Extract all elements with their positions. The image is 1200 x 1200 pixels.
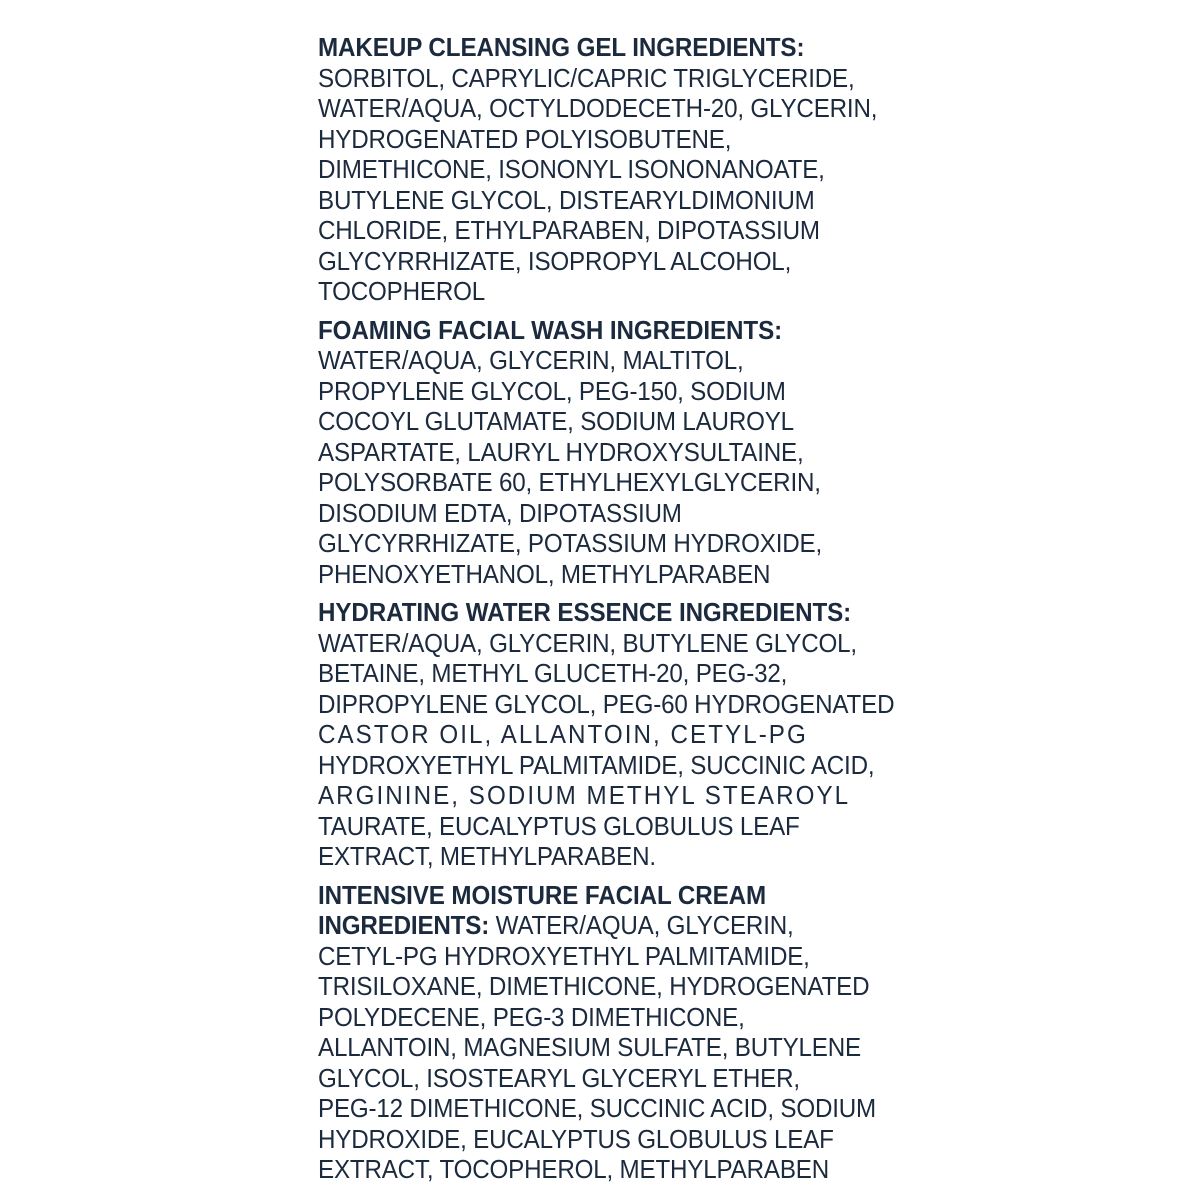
ingredient-line: CHLORIDE, ETHYLPARABEN, DIPOTASSIUM	[318, 215, 820, 245]
ingredient-line: ARGININE, SODIUM METHYL STEAROYL	[318, 780, 851, 810]
ingredient-line: SORBITOL, CAPRYLIC/CAPRIC TRIGLYCERIDE,	[318, 62, 855, 93]
ingredient-line: HYDROXYETHYL PALMITAMIDE, SUCCINIC ACID,	[318, 749, 875, 780]
ingredient-line: GLYCYRRHIZATE, ISOPROPYL ALCOHOL,	[318, 245, 792, 276]
ingredient-line: EXTRACT, TOCOPHEROL, METHYLPARABEN	[318, 1154, 829, 1184]
ingredient-line: TOCOPHEROL	[318, 276, 485, 306]
ingredient-line: CETYL-PG HYDROXYETHYL PALMITAMIDE,	[318, 940, 810, 971]
ingredient-line: HYDROGENATED POLYISOBUTENE,	[318, 123, 732, 154]
ingredient-line: PEG-12 DIMETHICONE, SUCCINIC ACID, SODIUM	[318, 1093, 876, 1123]
ingredient-line: BUTYLENE GLYCOL, DISTEARYLDIMONIUM	[318, 184, 815, 215]
ingredient-line: BETAINE, METHYL GLUCETH-20, PEG-32,	[318, 658, 788, 688]
ingredient-line-with-heading	[318, 910, 876, 941]
section-heading: FOAMING FACIAL WASH INGREDIENTS:	[318, 314, 783, 345]
section-heading-continuation: INGREDIENTS:	[318, 910, 490, 940]
ingredient-line: TAURATE, EUCALYPTUS GLOBULUS LEAF	[318, 810, 800, 841]
section-heading: INTENSIVE MOISTURE FACIAL CREAM	[318, 879, 767, 910]
ingredients-panel	[318, 32, 918, 1193]
ingredient-line: WATER/AQUA, GLYCERIN, MALTITOL,	[318, 345, 744, 375]
ingredient-line: COCOYL GLUTAMATE, SODIUM LAUROYL	[318, 406, 794, 436]
section-makeup-cleansing-gel	[318, 32, 918, 307]
ingredient-line: POLYSORBATE 60, ETHYLHEXYLGLYCERIN,	[318, 467, 821, 497]
ingredient-line: CASTOR OIL, ALLANTOIN, CETYL-PG	[318, 719, 808, 749]
ingredient-line: POLYDECENE, PEG-3 DIMETHICONE,	[318, 1001, 745, 1032]
section-heading: HYDRATING WATER ESSENCE INGREDIENTS:	[318, 597, 852, 627]
ingredient-line: HYDROXIDE, EUCALYPTUS GLOBULUS LEAF	[318, 1123, 834, 1154]
ingredient-line: TRISILOXANE, DIMETHICONE, HYDROGENATED	[318, 971, 870, 1001]
ingredient-line: PROPYLENE GLYCOL, PEG-150, SODIUM	[318, 375, 786, 406]
ingredient-line: GLYCOL, ISOSTEARYL GLYCERYL ETHER,	[318, 1062, 800, 1093]
ingredient-line: DISODIUM EDTA, DIPOTASSIUM	[318, 497, 682, 528]
ingredient-line: PHENOXYETHANOL, METHYLPARABEN	[318, 558, 771, 589]
ingredient-line: EXTRACT, METHYLPARABEN.	[318, 841, 656, 871]
ingredient-line: ALLANTOIN, MAGNESIUM SULFATE, BUTYLENE	[318, 1032, 861, 1062]
section-intensive-moisture-facial-cream	[318, 880, 918, 1185]
ingredient-line: WATER/AQUA, OCTYLDODECETH-20, GLYCERIN,	[318, 93, 878, 123]
ingredient-line: WATER/AQUA, GLYCERIN, BUTYLENE GLYCOL,	[318, 627, 857, 658]
section-heading: MAKEUP CLEANSING GEL INGREDIENTS:	[318, 32, 805, 62]
section-hydrating-water-essence	[318, 597, 918, 872]
ingredient-text: WATER/AQUA, GLYCERIN,	[489, 910, 794, 940]
ingredient-line: DIPROPYLENE GLYCOL, PEG-60 HYDROGENATED	[318, 688, 895, 719]
ingredient-line: GLYCYRRHIZATE, POTASSIUM HYDROXIDE,	[318, 528, 823, 558]
ingredient-line: ASPARTATE, LAURYL HYDROXYSULTAINE,	[318, 436, 804, 467]
section-foaming-facial-wash	[318, 315, 918, 590]
ingredient-line: DIMETHICONE, ISONONYL ISONONANOATE,	[318, 154, 825, 184]
